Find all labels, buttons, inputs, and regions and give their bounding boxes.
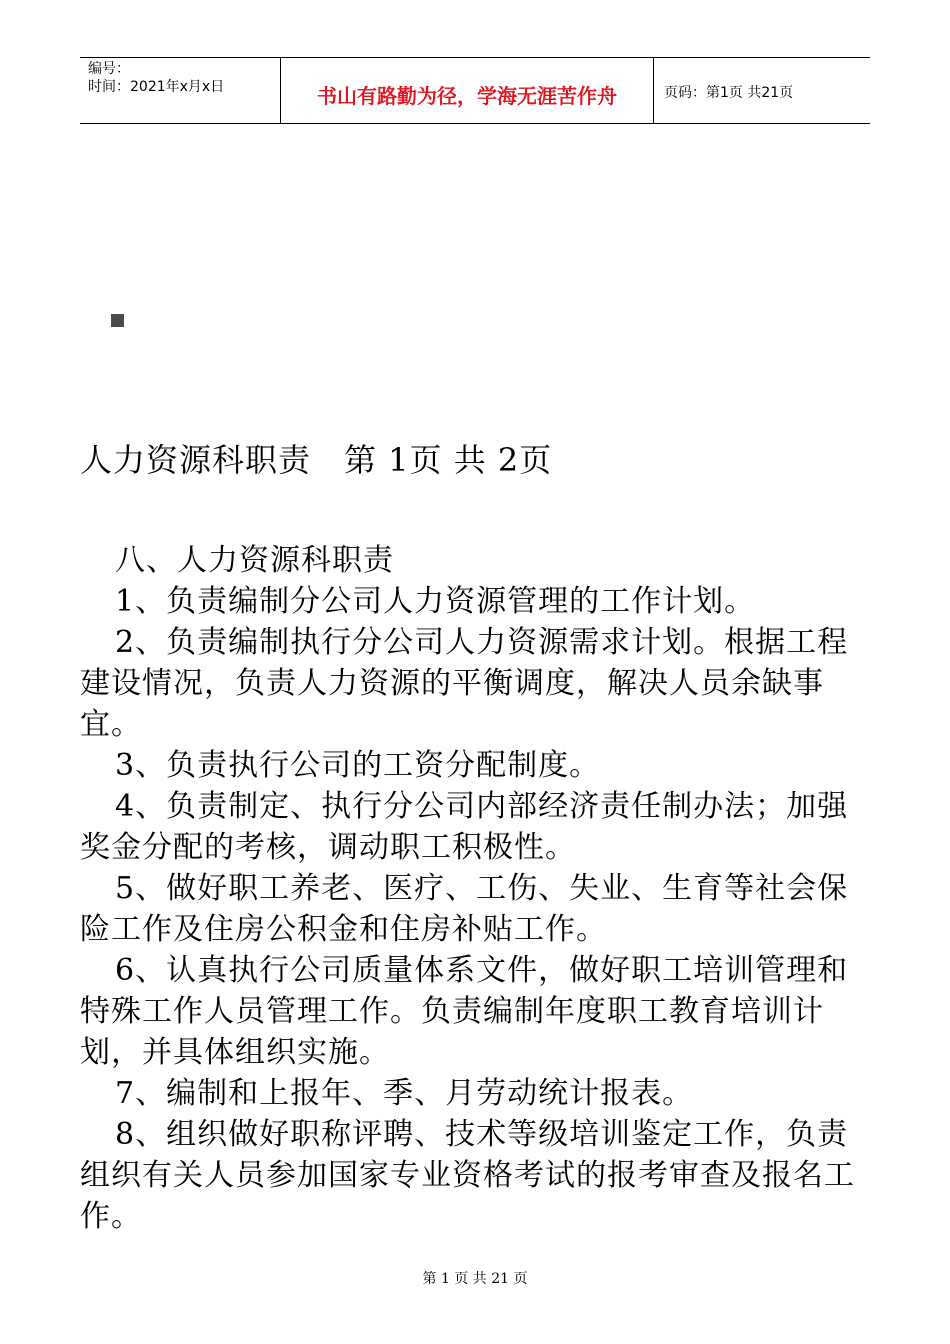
- duty-paragraph-1: 1、负责编制分公司人力资源管理的工作计划。: [115, 584, 756, 619]
- header-meta-cell: [80, 58, 280, 123]
- section-heading: 八、人力资源科职责: [115, 543, 394, 578]
- page-header: [80, 57, 870, 124]
- header-motto: 书山有路勤为径，学海无涯苦作舟: [317, 84, 617, 108]
- page-footer: 第 1 页 共 21 页: [422, 1271, 528, 1287]
- header-page-info: 页码：第1页 共21页: [664, 85, 794, 101]
- duty-paragraph-5: 5、做好职工养老、医疗、工伤、失业、生育等社会保险工作及住房公积金和住房补贴工作。: [80, 871, 849, 947]
- duty-paragraph-6: 6、认真执行公司质量体系文件，做好职工培训管理和特殊工作人员管理工作。负责编制年度职工教育培训计划，并具体组织实施。: [80, 953, 849, 1070]
- duty-paragraph-7: 7、编制和上报年、季、月劳动统计报表。: [115, 1076, 694, 1111]
- duty-paragraph-2: 2、负责编制执行分公司人力资源需求计划。根据工程建设情况，负责人力资源的平衡调度，解决人员余缺事宜。: [80, 625, 849, 742]
- duty-paragraph-4: 4、负责制定、执行分公司内部经济责任制办法；加强奖金分配的考核，调动职工积极性。: [80, 789, 849, 865]
- header-page-cell: [654, 58, 870, 123]
- header-motto-cell: [280, 58, 654, 123]
- square-bullet-icon: [111, 314, 124, 327]
- document-time-label: 时间：2021年x月x日: [88, 79, 225, 95]
- duty-paragraph-3: 3、负责执行公司的工资分配制度。: [115, 748, 601, 783]
- document-body: [80, 540, 870, 1237]
- duty-paragraph-8: 8、组织做好职称评聘、技术等级培训鉴定工作，负责组织有关人员参加国家专业资格考试的报考审查及报名工作。: [80, 1117, 855, 1234]
- document-number-label: 编号：: [88, 61, 130, 77]
- document-title: 人力资源科职责 第 1页 共 2页: [80, 441, 553, 479]
